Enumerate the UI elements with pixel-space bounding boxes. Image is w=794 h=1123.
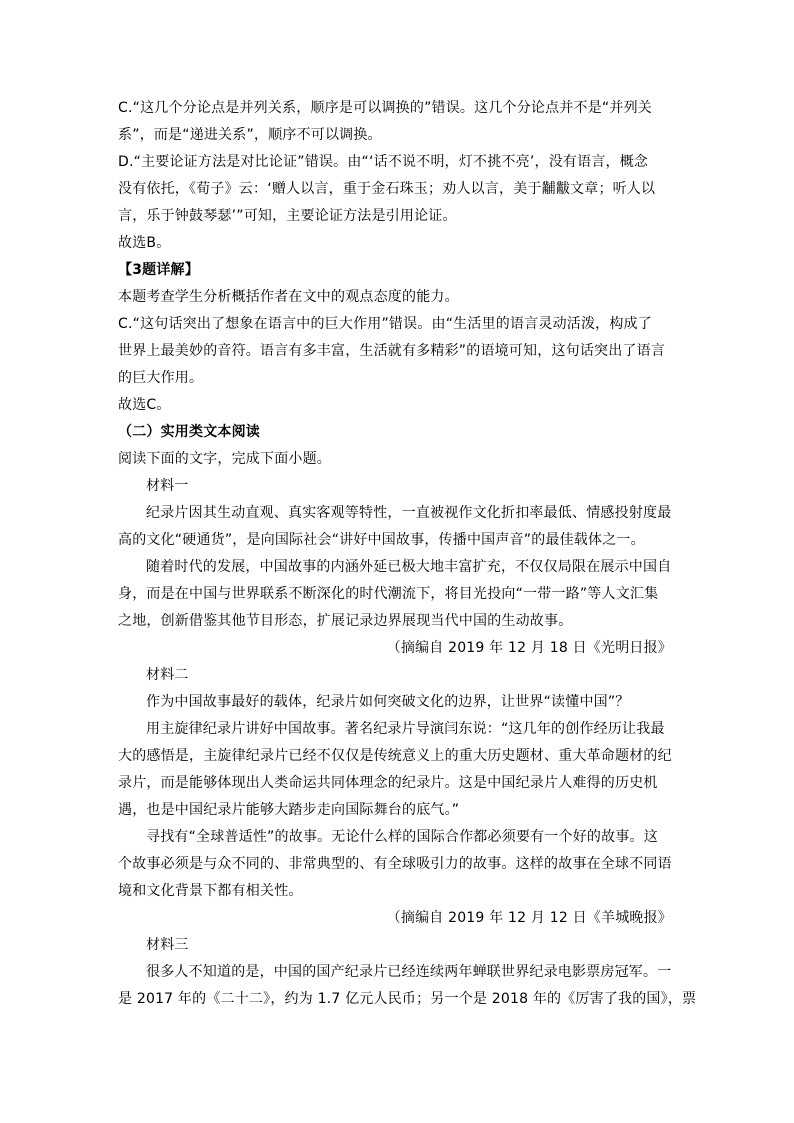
text-line: 纪录片因其生动直观、真实客观等特性，一直被视作文化折扣率最低、情感投射度最	[146, 505, 672, 521]
text-line: 境和文化背景下都有相关性。	[118, 883, 303, 899]
text-line: 的巨大作用。	[118, 370, 204, 386]
text-line: 材料一	[146, 478, 189, 494]
text-line: 寻找有“全球普适性”的故事。无论什么样的国际合作都必须要有一个好的故事。这	[146, 829, 658, 845]
text-line: 是 2017 年的《二十二》，约为 1.7 亿元人民币；另一个是 2018 年的《厉害了我的国》，票	[118, 991, 697, 1007]
text-line: 录片，而是能够体现出人类命运共同体理念的纪录片。这是中国纪录片人难得的历史机	[118, 775, 658, 791]
section-heading: 【3题详解】	[118, 262, 199, 278]
text-line: 身，而是在中国与世界联系不断深化的时代潮流下，将目光投向“一带一路”等人文汇集	[118, 586, 659, 602]
source-citation: （摘编自 2019 年 12 月 18 日《光明日报》	[386, 640, 672, 656]
text-line: 没有依托，《荀子》云：‘赠人以言，重于金石珠玉；劝人以言，美于黼黻文章；听人以	[118, 181, 656, 197]
text-line: 本题考查学生分析概括作者在文中的观点态度的能力。	[118, 289, 459, 305]
text-line: 系”，而是“递进关系”，顺序不可以调换。	[118, 127, 382, 143]
section-heading: （二）实用类文本阅读	[118, 424, 260, 440]
text-line: 阅读下面的文字，完成下面小题。	[118, 451, 331, 467]
text-line: 世界上最美妙的音符。语言有多丰富，生活就有多精彩”的语境可知，这句话突出了语言	[118, 343, 666, 359]
text-line: 很多人不知道的是，中国的国产纪录片已经连续两年蝉联世界纪录电影票房冠军。一	[146, 964, 672, 980]
text-line: 随着时代的发展，中国故事的内涵外延已极大地丰富扩充，不仅仅局限在展示中国自	[146, 559, 672, 575]
text-line: 言，乐于钟鼓琴瑟’”可知，主要论证方法是引用论证。	[118, 208, 457, 224]
text-line: 故选C。	[118, 397, 171, 413]
text-line: C.“这几个分论点是并列关系，顺序是可以调换的”错误。这几个分论点并不是“并列关	[118, 100, 652, 116]
text-line: D.“主要论证方法是对比论证”错误。由“‘话不说不明，灯不挑不亮’，没有语言，概念	[118, 154, 649, 170]
text-line: 个故事必须是与众不同的、非常典型的、有全球吸引力的故事。这样的故事在全球不同语	[118, 856, 672, 872]
text-line: 之地，创新借鉴其他节目形态，扩展记录边界展现当代中国的生动故事。	[118, 613, 573, 629]
text-line: 大的感悟是，主旋律纪录片已经不仅仅是传统意义上的重大历史题材、重大革命题材的纪	[118, 748, 672, 764]
text-line: C.“这句话突出了想象在语言中的巨大作用”错误。由“生活里的语言灵动活泼，构成了	[118, 316, 652, 332]
text-line: 材料二	[146, 667, 189, 683]
text-line: 用主旋律纪录片讲好中国故事。著名纪录片导演闫东说：“这几年的创作经历让我最	[146, 721, 665, 737]
text-line: 遇，也是中国纪录片能够大踏步走向国际舞台的底气。”	[118, 802, 460, 818]
text-line: 作为中国故事最好的载体，纪录片如何突破文化的边界，让世界“读懂中国”？	[146, 694, 630, 710]
document-page	[118, 95, 697, 1013]
source-citation: （摘编自 2019 年 12 月 12 日《羊城晚报》	[386, 910, 672, 926]
text-line: 材料三	[146, 937, 189, 953]
text-line: 故选B。	[118, 235, 171, 251]
text-line: 高的文化“硬通货”，是向国际社会“讲好中国故事，传播中国声音”的最佳载体之一。	[118, 532, 645, 548]
